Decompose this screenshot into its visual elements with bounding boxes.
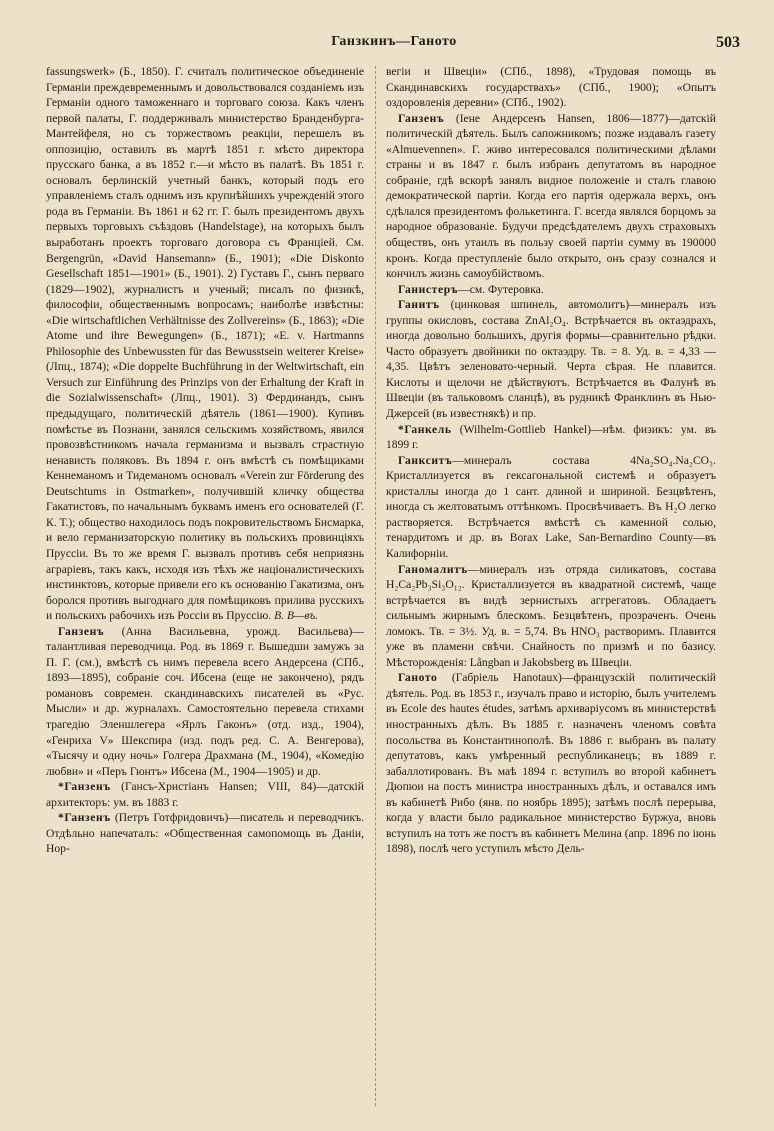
column-divider [375,66,376,1106]
entry [386,297,716,421]
entry-text: —см. Футеровка. [458,282,544,296]
paragraph-text: вегіи и Швеціи» (СПб., 1898), «Трудовая помощь въ Скандинавскихъ государствахъ» (СПб., 1900); «Опытъ оздоровленія деревни» (СПб., 1902). [386,65,716,110]
page-number: 503 [716,34,740,51]
entry-text: (Wilhelm-Gottlieb Hankel)—нѣм. физикъ: ум. въ 1899 г. [386,422,716,452]
entry-text: (Габріель Hanotaux)—французскій политическій дѣятель. Род. въ 1853 г., изучалъ право и исторію, былъ учителемъ въ Ecole des hautes études, затѣмъ архиваріусомъ въ министерствѣ иностранныхъ дѣлъ. Въ 1885 г. назначенъ членомъ совѣта посольства въ Константинополѣ. Въ 1886 г. выбранъ въ палату депутатовъ, какъ умѣренный республиканецъ; въ 1889 г. забаллотированъ. Въ маѣ 1894 г. вступилъ во второй кабинетъ Дюпюи на постъ министра иностранныхъ дѣлъ, и оставался имъ въ кабинетѣ Рибо (янв. по ноябрь 1895); затѣмъ послѣ перерыва, когда у власти было радикальное министерство Буржуа, вновь вступилъ на тотъ же постъ въ кабинетъ Мелина (апр. 1896 по іюнь 1898), послѣ чего уступилъ мѣсто Дель- [386,671,716,856]
entry-text: (Петръ Готфридовичъ)—писатель и переводчикъ. Отдѣльно напечаталъ: «Общественная самопомощь въ Даніи, Нор- [46,811,364,856]
running-header [48,34,740,56]
entry-headword: Ганкситъ [398,453,453,467]
entry-text: (Іене Андерсенъ Hansen, 1806—1877)—датскій политическій дѣятель. Былъ сапожникомъ; позже издавалъ газету «Almuevennen». Г. живо интересовался политическими дѣлами страны и въ 1847 г. былъ избранъ депутатомъ въ народное собраніе, гдѣ вскорѣ занялъ видное положеніе и сталъ главою демократической партіи. Когда его партія одержала верхъ, онъ сдѣлался президентомъ фолькетинга. Г. всегда являлся борцомъ за народное образованіе. Будучи предсѣдателемъ двухъ страховыхъ обществъ, онъ утаилъ въ пользу своей партіи сумму въ 190000 кронъ. Когда преступленіе было открыто, онъ сразу сознался и кончилъ жизнь самоубійствомъ. [386,111,716,281]
entry-headword: *Ганзенъ [58,811,111,825]
entry-headword: *Ганзенъ [58,780,111,794]
entry-text: (Анна Васильевна, урожд. Васильева)—талантливая переводчица. Род. въ 1869 г. Вышедши замужъ за П. Г. (см.), вмѣстѣ съ нимъ перевела всего Андерсена (СПб., 1893—1895), собраніе соч. Ибсена (еще не закончено), рядъ романовъ современ. скандинавскихъ писателей въ «Рус. Мысли» и др. журналахъ. Самостоятельно перевела стихами трагедію Эленшлегера «Ярлъ Гаконъ» (отд. изд., 1904), «Генриха V» Шекспира (изд. подъ ред. С. А. Венгерова), «Тысячу и одну ночь» Голгера Драхмана (М., 1904), «Комедію любви» и «Перъ Гюнтъ» Ибсена (М., 1904—1905) и др. [46,624,364,778]
paragraph-text: fassungswerk» (Б., 1850). Г. считалъ политическое объединеніе Германіи преждевременнымъ и довольствовался созданіемъ изъ Германіи одного таможеннаго и торговаго союза. Какъ членъ первой палаты, Г. поддерживалъ министерство Бранденбурга-Мантейфеля, но съ торжествомъ реакціи, перешелъ въ оппозицію, оставилъ въ мартѣ 1851 г. мѣсто директора прусскаго банка, а въ 1852 г.—и мѣсто въ палатѣ. Въ 1851 г. основалъ берлинскій учетный банкъ, который подъ его управленіемъ сталъ однимъ изъ крупнѣйшихъ учрежденій этого рода въ Германіи. Въ 1861 и 62 гг. Г. былъ президентомъ двухъ первыхъ торговыхъ съѣздовъ (Handelstage), на которыхъ былъ выработанъ проектъ торговаго договора съ Франціей. См. Bergengrün, «David Hansemann» (Б., 1901); «Die Diskonto Gesellschaft 1851—1901» (Б., 1901). 2) Густавъ Г., сынъ перваго (1829—1902), журналистъ и ученый; писалъ по физикѣ, философіи, общественнымъ вопросамъ; наиболѣе извѣстны: «Die wirtschaftlichen Verhältnisse des Zollvereins» (Б., 1863); «Die Atome und ihre Bewegungen» (Б., 1871); «E. v. Hartmanns Philosophie des Unbewussten für das Bewusstsein weiterer Kreise» (Лпц., 1874); «Die doppelte Buchführung in der Weltwirtschaft, ein Versuch zur Einführung des Prinzips von der Erhaltung der Kraft in die Sozialwissenschaft» (Лпц., 1901). 3) Фердинандъ, сынъ предыдущаго, политическій дѣятель (1861—1900). Купивъ помѣстье въ Познани, занялся сельскимъ хозяйствомъ, явился провозвѣстникомъ начала германизма и вызвалъ страстную ненависть поляковъ. Въ 1894 г. онъ вмѣстѣ съ помѣщиками Кеннеманомъ и Тидеманомъ основалъ «Verein zur Förderung des Deutschtums in Ostmarken», получившій кличку общества Гакатистовъ, по начальнымъ буквамъ именъ его основателей (Г. К. Т.); общество находилось подъ покровительствомъ Бисмарка, и вело германизаторскую политику въ польскихъ провинціяхъ Пруссіи. Въ то же время Г. вызвалъ противъ себя неприязнь аграріевъ, такъ какъ, исходя изъ тѣхъ же націоналистическихъ инстинктовъ, которые привели его къ основанію Гакатизма, онъ боролся противъ выгоднаго для помѣщиковъ прилива русскихъ и польскихъ рабочихъ изъ Россіи въ Пруссію. [46,65,364,623]
entry [46,779,364,810]
entry [386,453,716,562]
paragraph [46,64,364,624]
entry-headword: Ганото [398,671,438,685]
entry [386,422,716,453]
entry-headword: Ганзенъ [398,111,445,125]
entry [46,624,364,779]
entry [386,111,716,282]
entry-headword: *Ганкель [398,422,452,436]
entry-text: —минералъ состава 4Na₂SO₄.Na₂CO₃. Кристаллизуется въ гексагональной системѣ и образуетъ кристаллы иногда до 1 сант. длиной и шириной. Безцвѣтенъ, иногда съ желтоватымъ оттѣнкомъ. Просвѣчиваетъ. Въ H₂O легко растворяется. Встрѣчается вмѣстѣ съ каменной солью, тенардитомъ и др. въ Borax Lake, San-Bernardino County—въ Калифорніи. [386,453,716,560]
entry [386,670,716,857]
entry-headword: Ганомалитъ [398,562,468,576]
left-column [46,64,364,1114]
entry-text: (цинковая шпинель, автомолитъ)—минералъ изъ группы окисловъ, состава ZnAl₂O₄. Встрѣчается въ октаэдрахъ, иногда довольно большихъ, другія формы—сравнительно рѣдки. Часто образуетъ двойники по октаэдру. Тв. = 8. Уд. в. = 4,33 — 4,35. Цвѣтъ зеленовато-черный. Черта сѣрая. Не плавится. Кислоты и щелочи не дѣйствуютъ. Встрѣчается въ Фалунѣ въ Швеціи (въ тальковомъ сланцѣ), въ рудникѣ Франклинъ въ Нью-Джерсей (въ известнякѣ) и пр. [386,298,716,421]
entry [386,562,716,671]
paragraph [386,64,716,111]
entry-headword: Ганзенъ [58,624,105,638]
entry-text: (Гансъ-Христіанъ Hansen; VIII, 84)—датскій архитекторъ: ум. въ 1883 г. [46,780,364,809]
header-title: Ганзкинъ—Ганото [331,34,457,49]
right-column [386,64,716,1114]
entry-text: —минералъ изъ отряда силикатовъ, состава H₂Ca₂Pb₃Si₃O₁₂. Кристаллизуется въ квадратной системѣ, чаще встрѣчается въ видѣ зернистыхъ аггрегатовъ. Обладаетъ сильнымъ жирнымъ блескомъ. Безцвѣтенъ, прозраченъ. Очень ломокъ. Тв. = 3½. Уд. в. = 5,74. Въ HNO₃ растворимъ. Плавится уже въ пламени свѣчи. Снайность по призмѣ и по базису. Мѣсторожденія: Långban и Jakobsberg въ Швеціи. [386,562,716,669]
entry [46,810,364,857]
entry-headword: Ганистеръ [398,282,459,296]
entry [386,282,716,298]
author-signature: В. В—въ. [274,609,319,623]
entry-headword: Ганитъ [398,298,440,312]
